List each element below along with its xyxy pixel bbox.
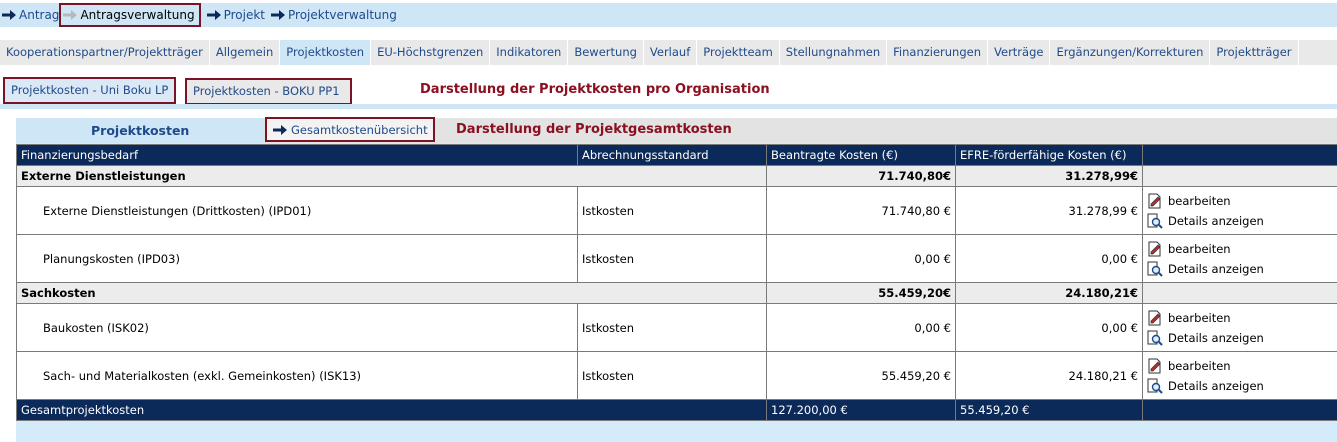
breadcrumb-label: Projektverwaltung — [288, 8, 397, 22]
breadcrumb-item-projektverwaltung[interactable] — [271, 3, 397, 27]
column-header: EFRE-förderfähige Kosten (€) — [956, 145, 1143, 166]
details-link[interactable] — [1147, 328, 1333, 348]
tab-ergaenzungen[interactable]: Ergänzungen/Korrekturen — [1050, 40, 1210, 65]
group-empty-cell — [1143, 166, 1337, 187]
tab-allgemein[interactable]: Allgemein — [210, 40, 280, 65]
details-search-icon — [1147, 213, 1163, 229]
panel-title-cell — [16, 118, 264, 143]
group-name: Externe Dienstleistungen — [17, 166, 767, 187]
cost-item-beantragt: 71.740,80 € — [767, 187, 956, 235]
costs-table — [16, 144, 1337, 421]
cost-item-efre: 0,00 € — [956, 235, 1143, 283]
cost-item-beantragt: 0,00 € — [767, 304, 956, 352]
table-row — [17, 304, 1337, 352]
tab-vertraege[interactable]: Verträge — [988, 40, 1050, 65]
row-actions — [1143, 352, 1337, 400]
arrow-right-icon — [273, 124, 287, 136]
breadcrumb-item-projekt[interactable] — [207, 3, 265, 27]
column-header: Abrechnungsstandard — [578, 145, 767, 166]
cost-item-name: Baukosten (ISK02) — [17, 304, 578, 352]
breadcrumb-label: Projekt — [223, 8, 265, 22]
total-empty-cell — [1143, 400, 1337, 421]
details-label: Details anzeigen — [1168, 378, 1264, 393]
column-header: Finanzierungsbedarf — [17, 145, 578, 166]
edit-icon — [1147, 241, 1163, 257]
org-button-boku-pp1[interactable]: Projektkosten - BOKU PP1 — [185, 78, 352, 105]
cost-item-standard: Istkosten — [578, 304, 767, 352]
edit-icon — [1147, 193, 1163, 209]
edit-label: bearbeiten — [1168, 358, 1231, 373]
cost-item-standard: Istkosten — [578, 235, 767, 283]
tab-bewertung[interactable]: Bewertung — [568, 40, 644, 65]
total-row — [17, 400, 1337, 421]
gesamtkosten-annotation: Darstellung der Projektgesamtkosten — [456, 122, 732, 137]
cost-item-name: Externe Dienstleistungen (Drittkosten) (IPD01) — [17, 187, 578, 235]
arrow-right-icon — [2, 9, 16, 21]
group-name: Sachkosten — [17, 283, 767, 304]
tab-projektteam[interactable]: Projektteam — [697, 40, 780, 65]
edit-label: bearbeiten — [1168, 241, 1231, 256]
breadcrumb-label: Antragsverwaltung — [80, 8, 195, 22]
tab-finanzierungen[interactable]: Finanzierungen — [887, 40, 988, 65]
details-label: Details anzeigen — [1168, 213, 1264, 228]
gesamtkosten-label: Gesamtkostenübersicht — [291, 122, 428, 137]
group-beantragt: 71.740,80€ — [767, 166, 956, 187]
details-link[interactable] — [1147, 211, 1333, 231]
tab-projekttraeger[interactable]: Projektträger — [1210, 40, 1298, 65]
gesamtkosten-button[interactable] — [265, 117, 435, 142]
details-search-icon — [1147, 378, 1163, 394]
row-actions — [1143, 235, 1337, 283]
row-actions — [1143, 304, 1337, 352]
total-efre: 55.459,20 € — [956, 400, 1143, 421]
edit-link[interactable] — [1147, 308, 1333, 328]
tab-verlauf[interactable]: Verlauf — [644, 40, 697, 65]
column-header: Beantragte Kosten (€) — [767, 145, 956, 166]
cost-item-standard: Istkosten — [578, 352, 767, 400]
group-efre: 31.278,99€ — [956, 166, 1143, 187]
details-search-icon — [1147, 330, 1163, 346]
total-beantragt: 127.200,00 € — [767, 400, 956, 421]
details-label: Details anzeigen — [1168, 261, 1264, 276]
arrow-right-icon — [63, 9, 77, 21]
group-row — [17, 283, 1337, 304]
tab-indikatoren[interactable]: Indikatoren — [490, 40, 568, 65]
tab-kooperationspartner[interactable]: Kooperationspartner/Projektträger — [0, 40, 210, 65]
group-beantragt: 55.459,20€ — [767, 283, 956, 304]
edit-link[interactable] — [1147, 191, 1333, 211]
edit-icon — [1147, 310, 1163, 326]
cost-item-efre: 0,00 € — [956, 304, 1143, 352]
tab-bar-filler — [1299, 40, 1337, 65]
breadcrumb — [0, 3, 1337, 27]
edit-label: bearbeiten — [1168, 193, 1231, 208]
breadcrumb-item-antragsverwaltung[interactable] — [59, 3, 200, 27]
edit-label: bearbeiten — [1168, 310, 1231, 325]
cost-item-efre: 24.180,21 € — [956, 352, 1143, 400]
table-header-row — [17, 145, 1337, 166]
arrow-right-icon — [271, 9, 285, 21]
details-search-icon — [1147, 261, 1163, 277]
table-row — [17, 352, 1337, 400]
edit-link[interactable] — [1147, 239, 1333, 259]
panel-title: Projektkosten — [91, 123, 190, 138]
group-empty-cell — [1143, 283, 1337, 304]
cost-item-beantragt: 0,00 € — [767, 235, 956, 283]
table-row — [17, 187, 1337, 235]
tab-stellungnahmen[interactable]: Stellungnahmen — [780, 40, 887, 65]
table-row — [17, 235, 1337, 283]
breadcrumb-label: Antrag — [19, 8, 60, 22]
projektkosten-panel — [16, 118, 1337, 442]
cost-item-beantragt: 55.459,20 € — [767, 352, 956, 400]
edit-link[interactable] — [1147, 356, 1333, 376]
tab-bar — [0, 40, 1337, 65]
details-link[interactable] — [1147, 376, 1333, 396]
row-actions — [1143, 187, 1337, 235]
arrow-right-icon — [207, 9, 221, 21]
breadcrumb-item-antrag[interactable] — [2, 3, 59, 27]
tab-eu-hoechstgrenzen[interactable]: EU-Höchstgrenzen — [371, 40, 490, 65]
org-button-uni-boku-lp[interactable]: Projektkosten - Uni Boku LP — [3, 77, 176, 104]
details-label: Details anzeigen — [1168, 330, 1264, 345]
cost-item-standard: Istkosten — [578, 187, 767, 235]
org-annotation: Darstellung der Projektkosten pro Organisation — [420, 82, 770, 97]
separator-bar — [0, 104, 1337, 109]
cost-item-name: Sach- und Materialkosten (exkl. Gemeinkosten) (ISK13) — [17, 352, 578, 400]
cost-item-efre: 31.278,99 € — [956, 187, 1143, 235]
column-header — [1143, 145, 1337, 166]
group-efre: 24.180,21€ — [956, 283, 1143, 304]
total-label: Gesamtprojektkosten — [17, 400, 767, 421]
group-row — [17, 166, 1337, 187]
details-link[interactable] — [1147, 259, 1333, 279]
tab-projektkosten[interactable]: Projektkosten — [280, 40, 371, 65]
panel-header — [16, 118, 1337, 143]
edit-icon — [1147, 358, 1163, 374]
cost-item-name: Planungskosten (IPD03) — [17, 235, 578, 283]
